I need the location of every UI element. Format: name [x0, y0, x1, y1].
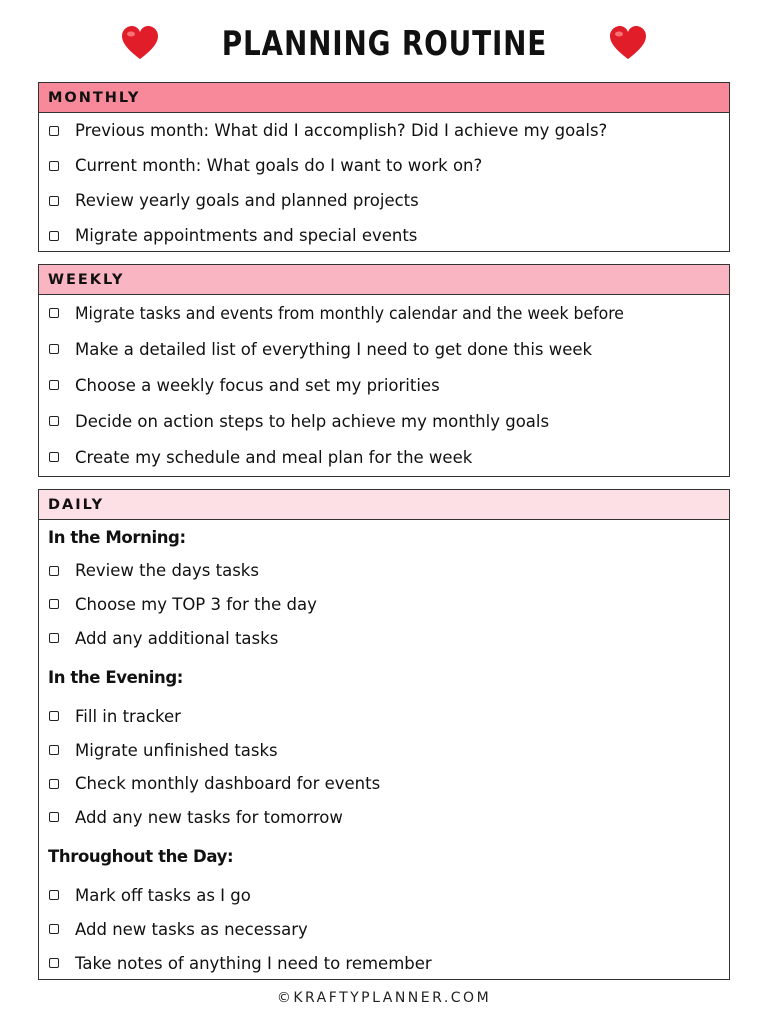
checklist-item[interactable]: [39, 699, 729, 733]
section-header-daily: [39, 490, 729, 520]
checklist-item[interactable]: [39, 554, 729, 587]
item-label: Migrate tasks and events from monthly calendar and the week before: [75, 303, 624, 323]
section-header-weekly: [39, 265, 729, 295]
checkbox[interactable]: [49, 779, 59, 789]
checkbox[interactable]: [49, 380, 59, 390]
checkbox[interactable]: [49, 452, 59, 462]
heart-icon: [120, 24, 160, 64]
checklist-item[interactable]: [39, 767, 729, 800]
section-title: MONTHLY: [48, 89, 141, 106]
checkbox[interactable]: [49, 231, 59, 241]
checklist-item[interactable]: [39, 148, 729, 183]
item-label: Fill in tracker: [75, 706, 181, 726]
checklist-item[interactable]: [39, 800, 729, 834]
section-title: DAILY: [48, 496, 105, 513]
checkbox[interactable]: [49, 924, 59, 934]
item-label: Mark off tasks as I go: [75, 885, 251, 905]
checkbox[interactable]: [49, 566, 59, 576]
checkbox[interactable]: [49, 126, 59, 136]
checklist-item[interactable]: [39, 331, 729, 367]
footer-copyright: ©KRAFTYPLANNER.COM: [276, 990, 492, 1006]
checkbox[interactable]: [49, 161, 59, 171]
checklist-item[interactable]: [39, 621, 729, 655]
checklist-item[interactable]: [39, 183, 729, 218]
checklist-item[interactable]: [39, 587, 729, 621]
checkbox[interactable]: [49, 416, 59, 426]
checkbox[interactable]: [49, 633, 59, 643]
title-row: [0, 14, 768, 74]
monthly-section: [38, 82, 730, 252]
item-label: Add any additional tasks: [75, 628, 279, 648]
checklist-item[interactable]: [39, 733, 729, 767]
daily-section: [38, 489, 730, 980]
subheading-evening: In the Evening:: [48, 667, 183, 687]
checklist-item[interactable]: [39, 367, 729, 403]
checklist-item[interactable]: [39, 946, 729, 980]
checklist-item[interactable]: [39, 113, 729, 148]
checklist-item[interactable]: [39, 218, 729, 253]
checklist-item[interactable]: [39, 878, 729, 912]
item-label: Check monthly dashboard for events: [75, 774, 381, 793]
checklist-item[interactable]: [39, 912, 729, 946]
checkbox[interactable]: [49, 599, 59, 609]
checklist-item[interactable]: [39, 439, 729, 475]
subheading-morning: In the Morning:: [48, 527, 186, 547]
item-label: Choose my TOP 3 for the day: [75, 594, 317, 614]
item-label: Review yearly goals and planned projects: [75, 191, 419, 210]
item-label: Previous month: What did I accomplish? Did I achieve my goals?: [75, 121, 608, 140]
item-label: Make a detailed list of everything I need to get done this week: [75, 339, 593, 359]
item-label: Migrate unfinished tasks: [75, 740, 278, 760]
checkbox[interactable]: [49, 958, 59, 968]
item-label: Add new tasks as necessary: [75, 919, 308, 939]
section-header-monthly: [39, 83, 729, 113]
item-label: Take notes of anything I need to remember: [75, 953, 432, 973]
checkbox[interactable]: [49, 812, 59, 822]
checkbox[interactable]: [49, 308, 59, 318]
item-label: Add any new tasks for tomorrow: [75, 807, 343, 827]
checklist-item[interactable]: [39, 403, 729, 439]
weekly-section: [38, 264, 730, 477]
checkbox[interactable]: [49, 745, 59, 755]
checkbox[interactable]: [49, 711, 59, 721]
heart-icon: [608, 24, 648, 64]
item-label: Create my schedule and meal plan for the week: [75, 447, 473, 467]
item-label: Migrate appointments and special events: [75, 226, 418, 245]
checkbox[interactable]: [49, 196, 59, 206]
checklist-item[interactable]: [39, 295, 729, 331]
checkbox[interactable]: [49, 344, 59, 354]
item-label: Current month: What goals do I want to work on?: [75, 156, 483, 175]
item-label: Decide on action steps to help achieve my monthly goals: [75, 411, 550, 431]
checkbox[interactable]: [49, 890, 59, 900]
subheading-throughout: Throughout the Day:: [48, 846, 234, 866]
section-title: WEEKLY: [48, 271, 125, 288]
page-title: PLANNING ROUTINE: [221, 24, 547, 64]
item-label: Choose a weekly focus and set my priorities: [75, 375, 440, 395]
item-label: Review the days tasks: [75, 561, 259, 580]
